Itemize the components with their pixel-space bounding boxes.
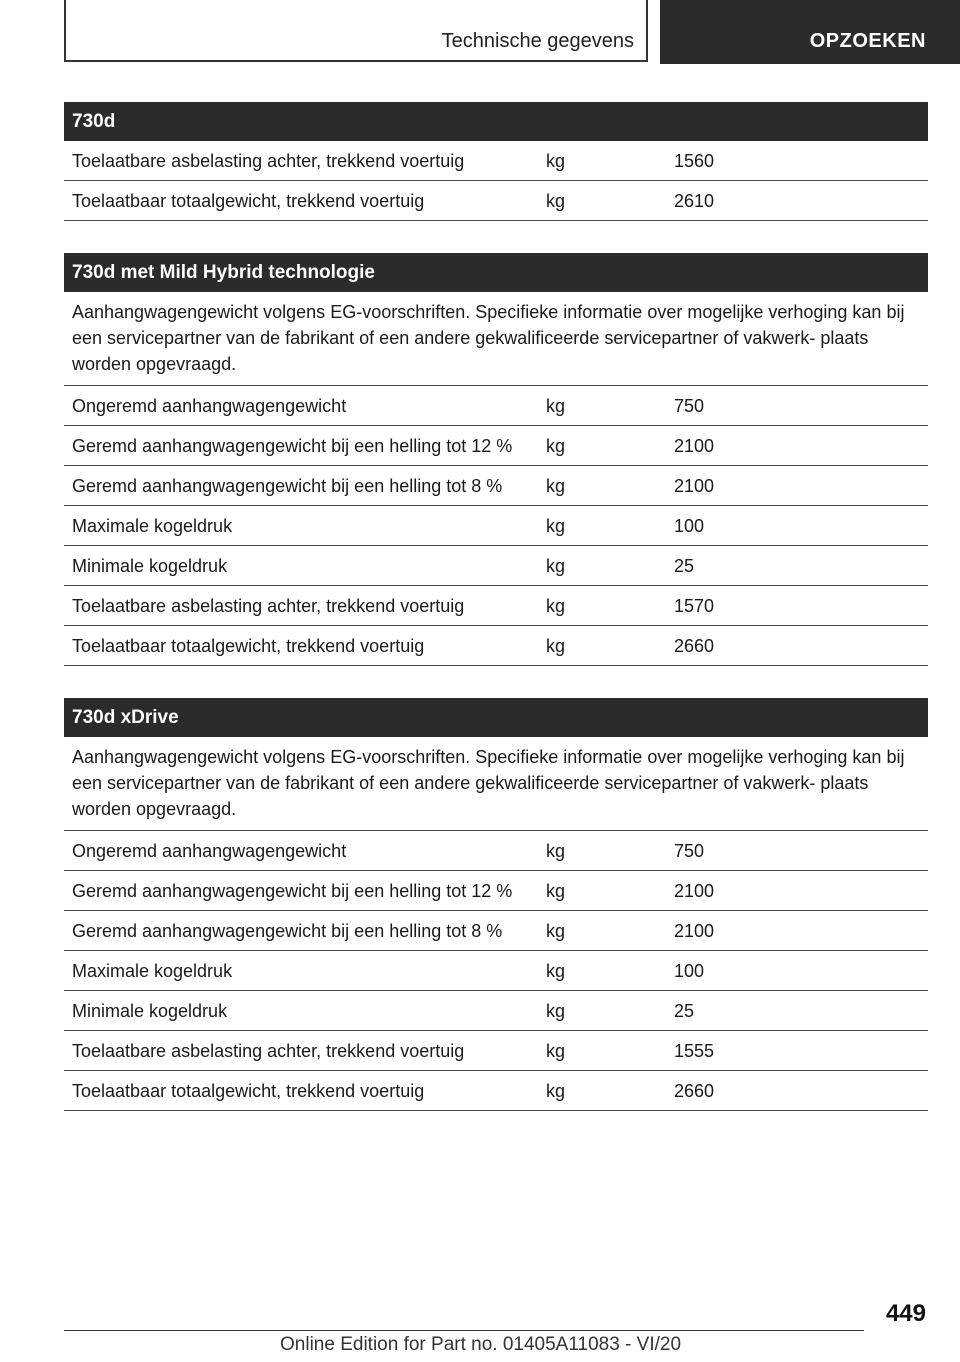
- section-title-box: [64, 0, 648, 62]
- tab-opzoeken-label: OPZOEKEN: [809, 30, 926, 52]
- table-row: [64, 386, 928, 426]
- row-value: 2100: [674, 436, 715, 456]
- row-unit: kg: [546, 596, 566, 616]
- row-unit: kg: [546, 396, 566, 416]
- row-value: 1560: [674, 151, 715, 171]
- page-number: 449: [885, 1300, 926, 1327]
- row-unit: kg: [546, 1001, 566, 1021]
- row-value: 2100: [674, 881, 715, 901]
- table-row: [64, 1071, 928, 1111]
- row-unit: kg: [546, 556, 566, 576]
- table-row: [64, 181, 928, 221]
- row-unit: kg: [546, 1081, 566, 1101]
- row-value: 100: [674, 516, 705, 536]
- spec-section-730d-xdrive: [64, 698, 928, 1111]
- table-row: [64, 951, 928, 991]
- table-row: [64, 911, 928, 951]
- row-label: Toelaatbaar totaalgewicht, trekkend voertuig: [72, 636, 425, 656]
- table-row: [64, 141, 928, 181]
- row-value: 750: [674, 396, 705, 416]
- row-value: 2660: [674, 1081, 715, 1101]
- row-value: 2660: [674, 636, 715, 656]
- row-label: Toelaatbare asbelasting achter, trekkend voertuig: [72, 596, 465, 616]
- row-unit: kg: [546, 961, 566, 981]
- row-unit: kg: [546, 476, 566, 496]
- tab-opzoeken[interactable]: [660, 0, 960, 64]
- row-label: Geremd aanhangwagengewicht bij een helling tot 8 %: [72, 476, 503, 496]
- section-intro: Aanhangwagengewicht volgens EG-voorschriften. Specifieke informatie over mogelijke verhoging kan bij een servicepartner van de fabrikant of een andere gekwalificeerde servicepartner of vakwerk- plaats worden opgevraagd.: [64, 292, 928, 386]
- table-row: [64, 586, 928, 626]
- row-label: Toelaatbaar totaalgewicht, trekkend voertuig: [72, 1081, 425, 1101]
- row-unit: kg: [546, 881, 566, 901]
- row-unit: kg: [546, 1041, 566, 1061]
- row-unit: kg: [546, 436, 566, 456]
- table-row: [64, 1031, 928, 1071]
- row-label: Ongeremd aanhangwagengewicht: [72, 396, 347, 416]
- row-value: 100: [674, 961, 705, 981]
- row-unit: kg: [546, 841, 566, 861]
- section-intro: Aanhangwagengewicht volgens EG-voorschriften. Specifieke informatie over mogelijke verhoging kan bij een servicepartner van de fabrikant of een andere gekwalificeerde servicepartner of vakwerk- plaats worden opgevraagd.: [64, 737, 928, 831]
- row-label: Geremd aanhangwagengewicht bij een helling tot 8 %: [72, 921, 503, 941]
- table-row: [64, 426, 928, 466]
- row-value: 750: [674, 841, 705, 861]
- section-title: Technische gegevens: [441, 30, 634, 52]
- row-value: 1555: [674, 1041, 715, 1061]
- row-unit: kg: [546, 191, 566, 211]
- row-unit: kg: [546, 151, 566, 171]
- footer-divider: [64, 1330, 864, 1331]
- row-label: Minimale kogeldruk: [72, 556, 228, 576]
- section-heading: 730d: [64, 102, 928, 141]
- table-row: [64, 991, 928, 1031]
- row-label: Minimale kogeldruk: [72, 1001, 228, 1021]
- row-label: Geremd aanhangwagengewicht bij een helling tot 12 %: [72, 881, 513, 901]
- table-row: [64, 831, 928, 871]
- row-unit: kg: [546, 516, 566, 536]
- row-value: 1570: [674, 596, 715, 616]
- row-label: Geremd aanhangwagengewicht bij een helling tot 12 %: [72, 436, 513, 456]
- row-label: Ongeremd aanhangwagengewicht: [72, 841, 347, 861]
- section-heading: 730d xDrive: [64, 698, 928, 737]
- spec-tables: [64, 102, 928, 1111]
- spec-section-730d: [64, 102, 928, 221]
- table-row: [64, 626, 928, 666]
- page-header: [64, 0, 960, 66]
- table-row: [64, 871, 928, 911]
- row-value: 25: [674, 556, 695, 576]
- edition-note: Online Edition for Part no. 01405A11083 - VI/20: [280, 1334, 682, 1355]
- row-value: 25: [674, 1001, 695, 1021]
- row-label: Toelaatbare asbelasting achter, trekkend voertuig: [72, 151, 465, 171]
- row-unit: kg: [546, 921, 566, 941]
- row-value: 2610: [674, 191, 715, 211]
- row-unit: kg: [546, 636, 566, 656]
- table-row: [64, 506, 928, 546]
- row-label: Toelaatbare asbelasting achter, trekkend voertuig: [72, 1041, 465, 1061]
- spec-section-730d-mild-hybrid: [64, 253, 928, 666]
- table-row: [64, 546, 928, 586]
- row-label: Toelaatbaar totaalgewicht, trekkend voertuig: [72, 191, 425, 211]
- row-label: Maximale kogeldruk: [72, 516, 233, 536]
- row-value: 2100: [674, 476, 715, 496]
- section-heading: 730d met Mild Hybrid technologie: [64, 253, 928, 292]
- row-value: 2100: [674, 921, 715, 941]
- table-row: [64, 466, 928, 506]
- row-label: Maximale kogeldruk: [72, 961, 233, 981]
